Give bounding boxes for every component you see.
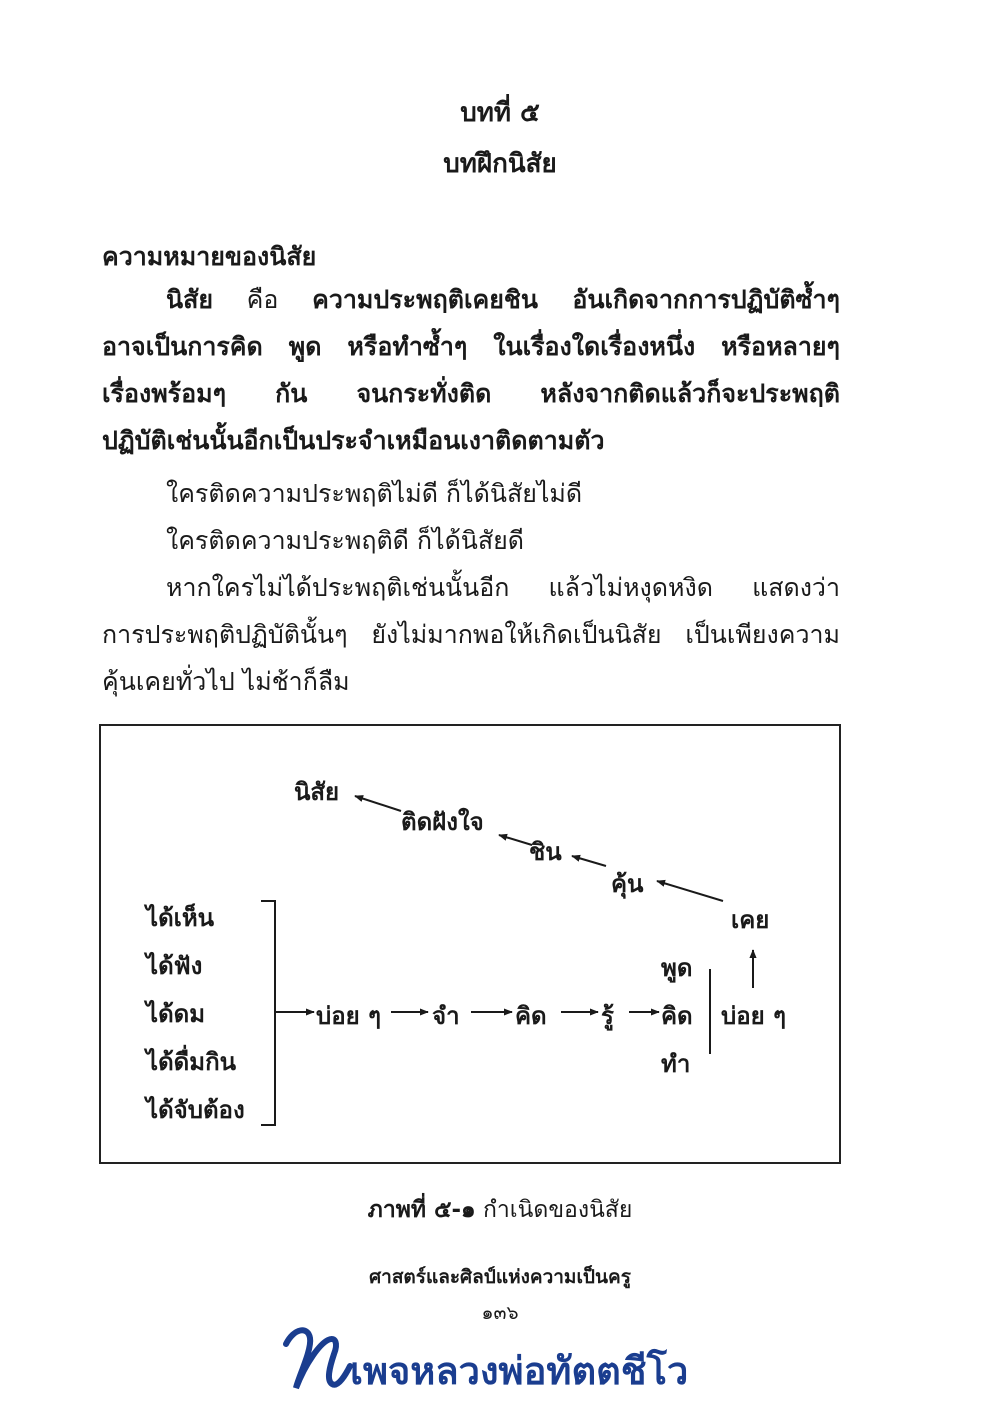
arrow-to-accustomed — [657, 881, 723, 901]
sense-item: ได้ดื่มกิน — [146, 1048, 236, 1076]
stage-habit: นิสัย — [294, 778, 340, 806]
action-do: ทำ — [661, 1050, 691, 1078]
closing-line: หากใครไม่ได้ประพฤติเช่นนั้นอีก แล้วไม่หงุดหงิด แสดงว่า — [166, 573, 840, 602]
repeat-often: บ่อย ๆ — [721, 1002, 786, 1030]
flow-know: รู้ — [601, 1002, 614, 1030]
flow-remember: จำ — [432, 1002, 460, 1030]
closing-paragraph — [102, 564, 840, 705]
stage-ingrained: ติดฝังใจ — [401, 808, 484, 836]
definition-text: ความประพฤติเคยชิน อันเกิดจากการปฏิบัติซ้ำๆ — [312, 285, 840, 314]
stage-accustomed: คุ้น — [611, 870, 644, 898]
statement-good-habit: ใครติดความประพฤติดี ก็ได้นิสัยดี — [166, 526, 525, 555]
senses-bracket — [261, 901, 275, 1125]
definition-line: เรื่องพร้อมๆ กัน จนกระทั่งติด หลังจากติดแล้วก็จะประพฤติ — [102, 379, 840, 408]
flow-often: บ่อย ๆ — [316, 1002, 381, 1030]
definition-paragraph — [102, 276, 840, 464]
statement-bad-habit: ใครติดความประพฤติไม่ดี ก็ได้นิสัยไม่ดี — [166, 479, 583, 508]
sense-item: ได้ฟัง — [146, 952, 203, 980]
action-think: คิด — [661, 1002, 693, 1030]
definition-line: ปฏิบัติเช่นนั้นอีกเป็นประจำเหมือนเงาติดตามตัว — [102, 426, 605, 455]
definition-connector: คือ — [246, 285, 279, 314]
chapter-title: บทฝึกนิสัย — [443, 149, 557, 179]
figure-caption — [0, 1192, 1000, 1228]
arrow-to-habituated — [572, 856, 606, 866]
definition-line — [102, 276, 840, 323]
sense-item: ได้เห็น — [146, 904, 215, 932]
flow-think: คิด — [515, 1002, 547, 1030]
caption-label: ภาพที่ ๕-๑ — [367, 1197, 476, 1223]
definition-term: นิสัย — [166, 285, 213, 314]
book-title: ศาสตร์และศิลป์แห่งความเป็นครู — [369, 1266, 631, 1288]
arrow-to-habit — [355, 796, 401, 811]
habit-formation-diagram — [99, 724, 841, 1164]
action-speak: พูด — [661, 954, 693, 982]
sense-item: ได้ดม — [146, 1000, 206, 1028]
definition-line: อาจเป็นการคิด พูด หรือทำซ้ำๆ ในเรื่องใดเรื่องหนึ่ง หรือหลายๆ — [102, 332, 840, 361]
closing-line: การประพฤติปฏิบัตินั้นๆ ยังไม่มากพอให้เกิดเป็นนิสัย เป็นเพียงความ — [102, 620, 840, 649]
closing-line: คุ้นเคยทั่วไป ไม่ช้าก็ลืม — [102, 667, 350, 696]
arrow-to-ingrained — [499, 835, 532, 845]
caption-text: กำเนิดของนิสัย — [482, 1197, 633, 1223]
sense-item: ได้จับต้อง — [146, 1096, 245, 1124]
page-number: ๑๓๖ — [481, 1302, 519, 1324]
brand-name: เพจหลวงพ่อทัตตชีโว — [350, 1348, 689, 1393]
chapter-number: บทที่ ๕ — [460, 98, 540, 128]
stage-habituated: ชิน — [529, 838, 562, 866]
stage-familiar: เคย — [731, 906, 770, 934]
brand-logo-icon — [276, 1322, 356, 1394]
section-heading: ความหมายของนิสัย — [102, 242, 317, 271]
